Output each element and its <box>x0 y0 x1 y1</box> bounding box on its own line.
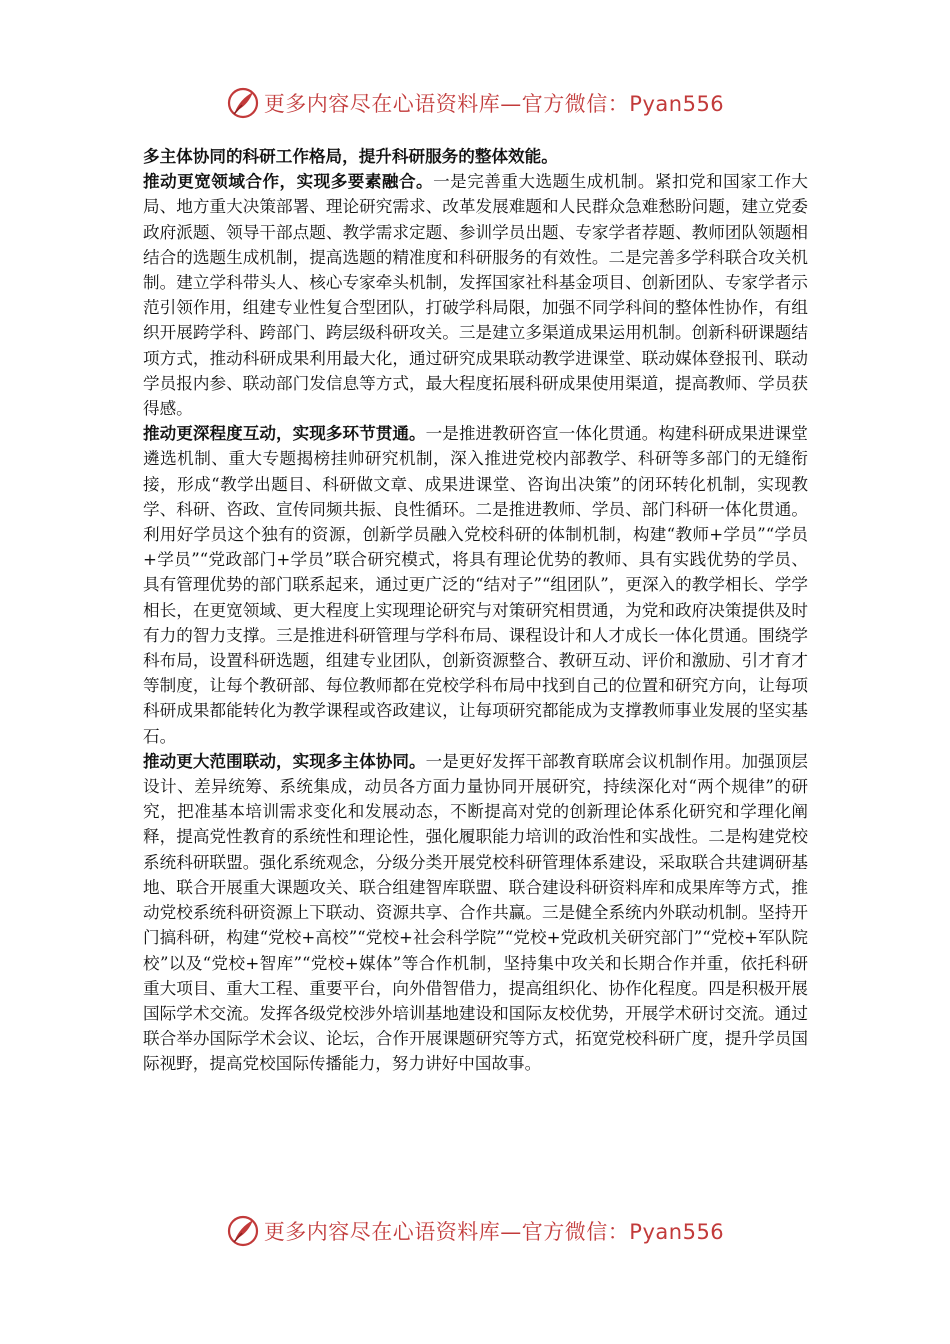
feather-pen-logo-icon <box>226 1214 260 1248</box>
banner-text: 更多内容尽在心语资料库—官方微信：Pyan556 <box>263 1220 725 1244</box>
header-banner <box>0 83 950 123</box>
feather-pen-logo-icon <box>226 86 260 120</box>
section-body: 一是完善重大选题生成机制。紧扣党和国家工作大局、地方重大决策部署、理论研究需求、改革发展难题和人民群众急难愁盼问题，建立党委政府派题、领导干部点题、教学需求定题、参训学员出题、专家学者荐题、教师团队领题相结合的选题生成机制，提高选题的精准度和科研服务的有效性。二是完善多学科联合攻关机制。建立学科带头人、核心专家牵头机制，发挥国家社科基金项目、创新团队、专家学者示范引领作用，组建专业性复合型团队，打破学科局限，加强不同学科间的整体性协作，有组织开展跨学科、跨部门、跨层级科研攻关。三是建立多渠道成果运用机制。创新科研课题结项方式，推动科研成果利用最大化，通过研究成果联动教学进课堂、联动媒体登报刊、联动学员报内参、联动部门发信息等方式，最大程度拓展科研成果使用渠道，提高教师、学员获得感。 <box>143 172 809 419</box>
footer-banner <box>0 1211 950 1251</box>
intro-text: 多主体协同的科研工作格局，提升科研服务的整体效能。 <box>143 146 558 166</box>
section-body: 一是推进教研咨宣一体化贯通。构建科研成果进课堂遴选机制、重大专题揭榜挂帅研究机制，深入推进党校内部教学、科研等多部门的无缝衔接，形成“教学出题目、科研做文章、成果进课堂、咨询出决策”的闭环转化机制，实现教学、科研、咨政、宣传同频共振、良性循环。二是推进教师、学员、部门科研一体化贯通。利用好学员这个独有的资源，创新学员融入党校科研的体制机制，构建“教师+学员”“学员+学员”“党政部门+学员”联合研究模式，将具有理论优势的教师、具有实践优势的学员、具有管理优势的部门联系起来，通过更广泛的“结对子”“组团队”，更深入的教学相长、学学相长，在更宽领域、更大程度上实现理论研究与对策研究相贯通，为党和政府决策提供及时有力的智力支撑。三是推进科研管理与学科布局、课程设计和人才成长一体化贯通。围绕学科布局，设置科研选题，组建专业团队，创新资源整合、教研互动、评价和激励、引才育才等制度，让每个教研部、每位教师都在党校学科布局中找到自己的位置和研究方向，让每项科研成果都能转化为教学课程或咨政建议，让每项研究都能成为支撑教师事业发展的坚实基石。 <box>143 424 809 746</box>
section-heading: 推动更大范围联动，实现多主体协同。 <box>143 750 426 771</box>
section-paragraph <box>143 169 808 421</box>
section-paragraph <box>143 421 808 749</box>
section-heading: 推动更宽领域合作，实现多要素融合。 <box>143 171 434 192</box>
section-body: 一是更好发挥干部教育联席会议机制作用。加强顶层设计、差异统筹、系统集成，动员各方面力量协同开展研究，持续深化对“两个规律”的研究，把准基本培训需求变化和发展动态，不断提高对党的创新理论体系化研究和学理化阐释，提高党性教育的系统性和理论性，强化履职能力培训的政治性和实战性。二是构建党校系统科研联盟。强化系统观念，分级分类开展党校科研管理体系建设，采取联合共建调研基地、联合开展重大课题攻关、联合组建智库联盟、联合建设科研资料库和成果库等方式，推动党校系统科研资源上下联动、资源共享、合作共赢。三是健全系统内外联动机制。坚持开门搞科研，构建“党校+高校”“党校+社会科学院”“党校+党政机关研究部门”“党校+军队院校”以及“党校+智库”“党校+媒体”等合作机制，坚持集中攻关和长期合作并重，依托科研重大项目、重大工程、重要平台，向外借智借力，提高组织化、协作化程度。四是积极开展国际学术交流。发挥各级党校涉外培训基地建设和国际友校优势，开展学术研讨交流。通过联合举办国际学术会议、论坛，合作开展课题研究等方式，拓宽党校科研广度，提升学员国际视野，提高党校国际传播能力，努力讲好中国故事。 <box>143 751 809 1074</box>
intro-paragraph <box>143 144 808 169</box>
section-heading: 推动更深程度互动，实现多环节贯通。 <box>143 423 426 444</box>
document-body <box>143 144 808 1077</box>
section-paragraph <box>143 749 808 1077</box>
banner-text: 更多内容尽在心语资料库—官方微信：Pyan556 <box>263 92 725 116</box>
